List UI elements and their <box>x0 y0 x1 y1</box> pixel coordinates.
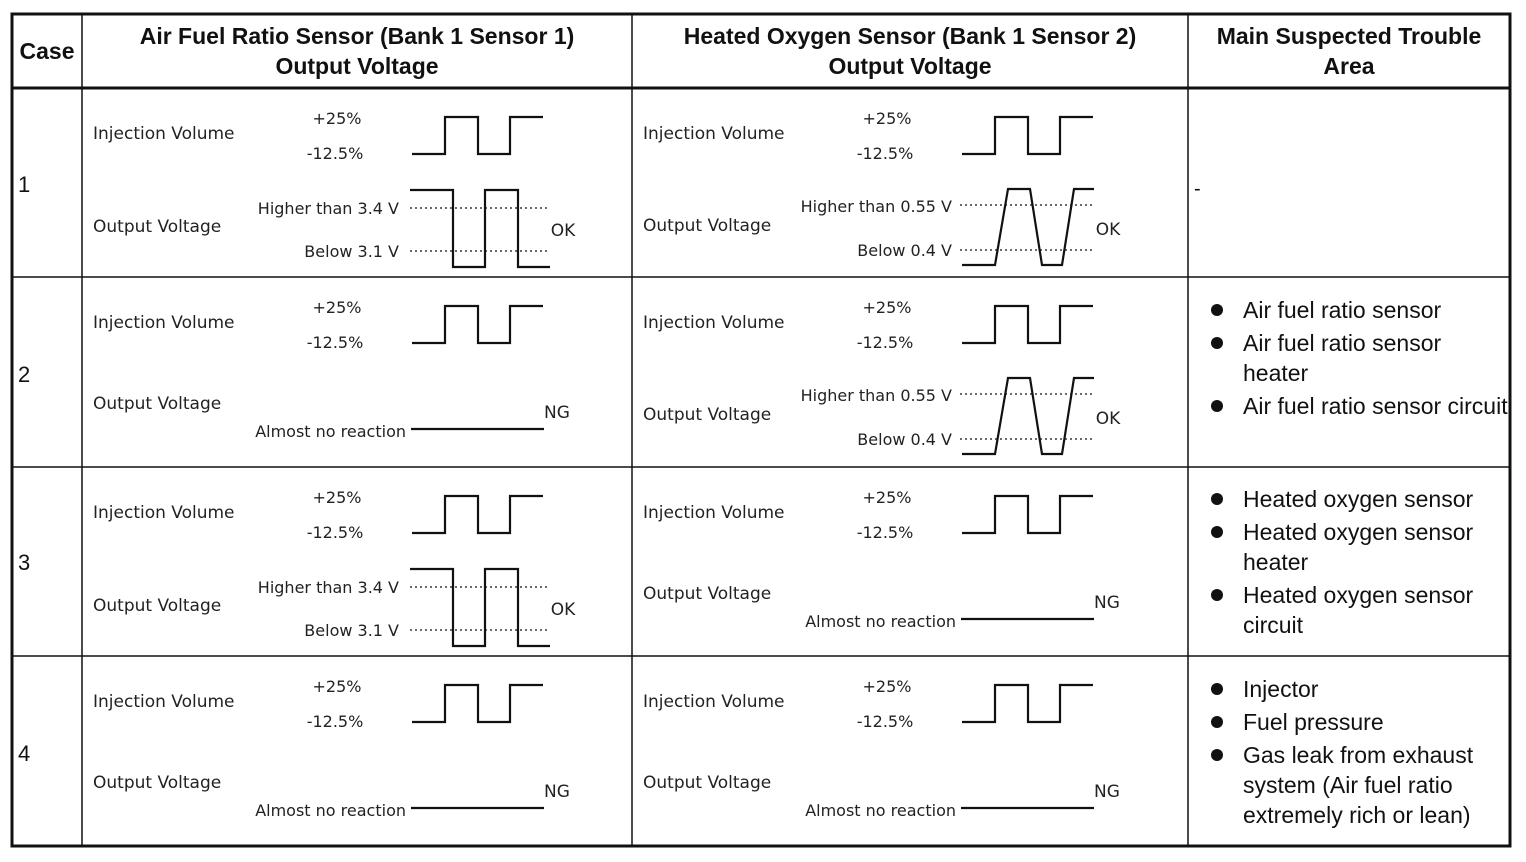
ho2-row3-plus-label: +25% <box>862 488 912 507</box>
trouble-list-2 <box>1205 295 1510 421</box>
afr-row4-plus-label: +25% <box>312 677 362 696</box>
case-number-3: 3 <box>18 550 31 575</box>
afr-row3-ok-label: OK <box>550 600 576 620</box>
afr-row1-high-threshold-label: Higher than 3.4 V <box>257 199 399 218</box>
trouble-item-text: Gas leak from exhaust system (Air fuel ratio extremely rich or lean) <box>1243 742 1474 828</box>
afr-row2-injection-waveform <box>412 306 543 343</box>
ho2-row2-output-label: Output Voltage <box>643 405 772 425</box>
afr-row1-minus-label: -12.5% <box>306 144 364 163</box>
afr-row1-injection-label: Injection Volume <box>93 124 235 144</box>
ho2-row2-minus-label: -12.5% <box>856 333 914 352</box>
ho2-row3-injection-waveform <box>962 496 1093 533</box>
ho2-row4-plus-label: +25% <box>862 677 912 696</box>
trouble-item <box>1205 328 1510 388</box>
afr-row3-plus-label: +25% <box>312 488 362 507</box>
trouble-item <box>1205 740 1510 830</box>
ho2-row1-low-threshold-label: Below 0.4 V <box>857 241 952 260</box>
bullet-icon <box>1211 526 1223 538</box>
afr-row3-minus-label: -12.5% <box>306 523 364 542</box>
ho2-row2-ok-label: OK <box>1095 409 1121 429</box>
afr-row3-output-waveform <box>410 569 550 646</box>
trouble-item-text: Heated oxygen sensor <box>1243 486 1474 512</box>
afr-row3-high-threshold-label: Higher than 3.4 V <box>257 578 399 597</box>
trouble-item-text: Air fuel ratio sensor <box>1243 297 1442 323</box>
ho2-row3-output-label: Output Voltage <box>643 584 772 604</box>
bullet-icon <box>1211 337 1223 349</box>
afr-row2-output-label: Output Voltage <box>93 394 222 414</box>
header-trouble <box>1188 14 1510 88</box>
trouble-list-4 <box>1205 674 1510 830</box>
trouble-item <box>1205 295 1510 325</box>
afr-row1-injection-waveform <box>412 117 543 154</box>
ho2-row2-injection-label: Injection Volume <box>643 313 785 333</box>
header-afr-line2: Output Voltage <box>275 53 439 79</box>
ho2-row2-output-waveform <box>962 378 1094 454</box>
ho2-row4-minus-label: -12.5% <box>856 712 914 731</box>
afr-row3-output-label: Output Voltage <box>93 596 222 616</box>
ho2-row1-minus-label: -12.5% <box>856 144 914 163</box>
case-number-2: 2 <box>18 362 31 387</box>
trouble-item-text: Air fuel ratio sensor heater <box>1243 330 1442 386</box>
trouble-none: - <box>1194 178 1201 200</box>
header-case-label: Case <box>19 38 75 64</box>
afr-row1-output-waveform <box>410 190 550 267</box>
ho2-row3-injection-label: Injection Volume <box>643 503 785 523</box>
trouble-cell-3 <box>1205 484 1510 643</box>
afr-row1-output-label: Output Voltage <box>93 217 222 237</box>
trouble-cell-4 <box>1205 674 1510 833</box>
header-afr <box>82 14 632 88</box>
afr-row1-low-threshold-label: Below 3.1 V <box>304 242 399 261</box>
ho2-row4-injection-label: Injection Volume <box>643 692 785 712</box>
afr-row2-injection-label: Injection Volume <box>93 313 235 333</box>
ho2-row4-injection-waveform <box>962 685 1093 722</box>
bullet-icon <box>1211 716 1223 728</box>
trouble-item <box>1205 391 1510 421</box>
case-number-4: 4 <box>18 741 31 766</box>
trouble-item <box>1205 674 1510 704</box>
bullet-icon <box>1211 749 1223 761</box>
afr-row4-injection-label: Injection Volume <box>93 692 235 712</box>
afr-row3-injection-waveform <box>412 496 543 533</box>
bullet-icon <box>1211 304 1223 316</box>
header-case <box>12 14 82 88</box>
afr-row4-minus-label: -12.5% <box>306 712 364 731</box>
bullet-icon <box>1211 683 1223 695</box>
ho2-row1-output-waveform <box>962 189 1094 265</box>
afr-row3-injection-label: Injection Volume <box>93 503 235 523</box>
afr-row4-no-reaction-label: Almost no reaction <box>255 801 406 820</box>
bullet-icon <box>1211 400 1223 412</box>
trouble-item-text: Heated oxygen sensor circuit <box>1243 582 1474 638</box>
trouble-item <box>1205 484 1510 514</box>
ho2-row4-output-label: Output Voltage <box>643 773 772 793</box>
trouble-cell-2 <box>1205 295 1510 424</box>
header-ho2-line2: Output Voltage <box>828 53 992 79</box>
ho2-row4-no-reaction-label: Almost no reaction <box>805 801 956 820</box>
ho2-row3-ng-label: NG <box>1094 593 1120 613</box>
trouble-cell-1 <box>1194 172 1499 204</box>
afr-row1-plus-label: +25% <box>312 109 362 128</box>
trouble-item-text: Injector <box>1243 676 1319 702</box>
ho2-row2-low-threshold-label: Below 0.4 V <box>857 430 952 449</box>
ho2-row1-ok-label: OK <box>1095 220 1121 240</box>
ho2-row4-ng-label: NG <box>1094 782 1120 802</box>
trouble-item-text: Air fuel ratio sensor circuit <box>1243 393 1508 419</box>
ho2-row2-injection-waveform <box>962 306 1093 343</box>
trouble-item <box>1205 580 1510 640</box>
ho2-row3-no-reaction-label: Almost no reaction <box>805 612 956 631</box>
header-ho2-line1: Heated Oxygen Sensor (Bank 1 Sensor 2) <box>683 23 1137 49</box>
trouble-item-text: Heated oxygen sensor heater <box>1243 519 1474 575</box>
ho2-row2-plus-label: +25% <box>862 298 912 317</box>
afr-row2-ng-label: NG <box>544 403 570 423</box>
trouble-list-3 <box>1205 484 1510 640</box>
header-afr-line1: Air Fuel Ratio Sensor (Bank 1 Sensor 1) <box>139 23 575 49</box>
trouble-item <box>1205 707 1510 737</box>
afr-row2-no-reaction-label: Almost no reaction <box>255 422 406 441</box>
ho2-row3-minus-label: -12.5% <box>856 523 914 542</box>
afr-row4-injection-waveform <box>412 685 543 722</box>
afr-row2-plus-label: +25% <box>312 298 362 317</box>
trouble-item <box>1205 517 1510 577</box>
afr-row2-minus-label: -12.5% <box>306 333 364 352</box>
ho2-row1-output-label: Output Voltage <box>643 216 772 236</box>
bullet-icon <box>1211 493 1223 505</box>
ho2-row1-plus-label: +25% <box>862 109 912 128</box>
ho2-row1-injection-label: Injection Volume <box>643 124 785 144</box>
afr-row3-low-threshold-label: Below 3.1 V <box>304 621 399 640</box>
header-trouble-line1: Main Suspected Trouble <box>1216 23 1482 49</box>
header-trouble-line2: Area <box>1323 53 1375 79</box>
ho2-row1-high-threshold-label: Higher than 0.55 V <box>800 197 952 216</box>
ho2-row1-injection-waveform <box>962 117 1093 154</box>
afr-row4-ng-label: NG <box>544 782 570 802</box>
header-ho2 <box>632 14 1188 88</box>
afr-row1-ok-label: OK <box>550 221 576 241</box>
ho2-row2-high-threshold-label: Higher than 0.55 V <box>800 386 952 405</box>
trouble-item-text: Fuel pressure <box>1243 709 1384 735</box>
afr-row4-output-label: Output Voltage <box>93 773 222 793</box>
case-number-1: 1 <box>18 172 31 197</box>
bullet-icon <box>1211 589 1223 601</box>
